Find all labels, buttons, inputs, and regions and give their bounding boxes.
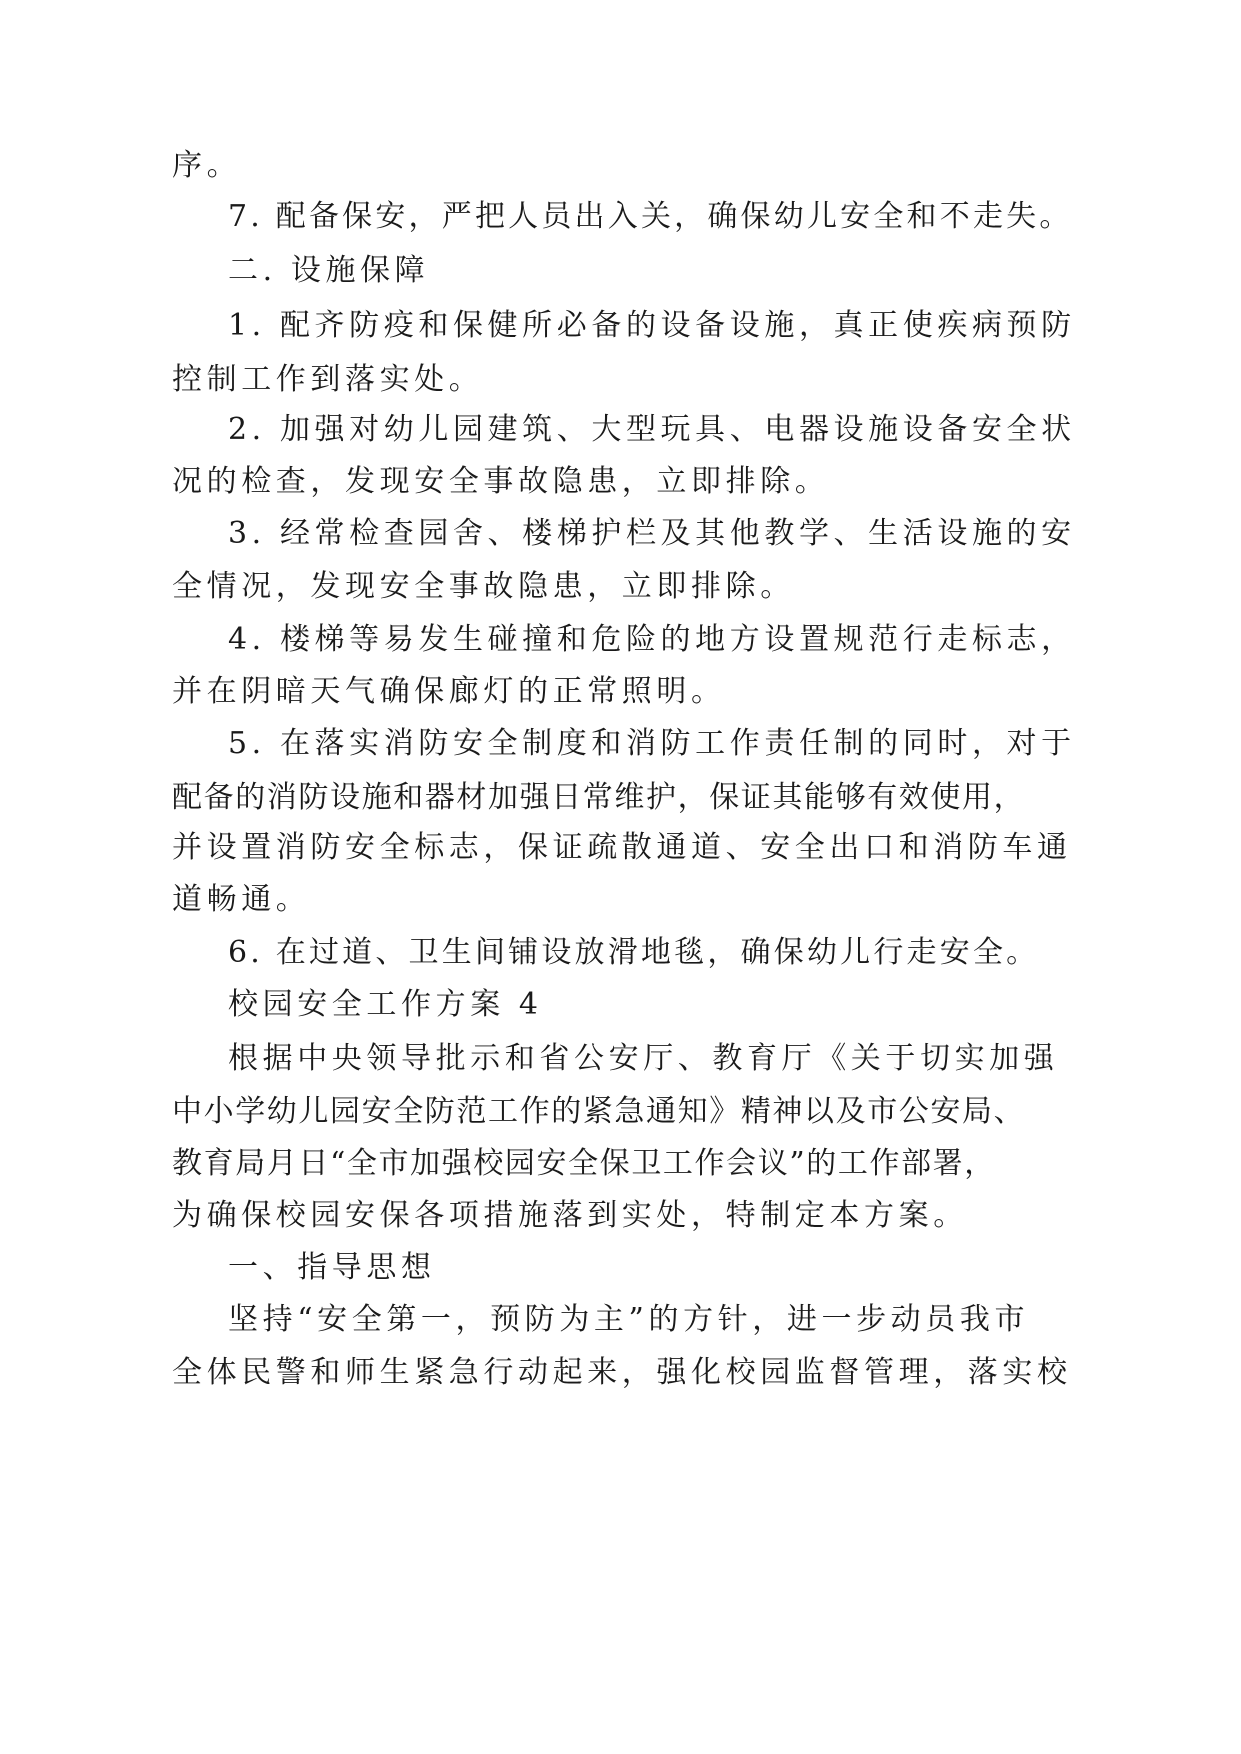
text-line: 道畅通。 <box>172 882 311 917</box>
text-line: 并设置消防安全标志，保证疏散通道、安全出口和消防车通 <box>172 830 1072 865</box>
text-line: 2. 加强对幼儿园建筑、大型玩具、电器设施设备安全状 <box>228 412 1076 447</box>
text-line: 3. 经常检查园舍、楼梯护栏及其他教学、生活设施的安 <box>228 516 1076 551</box>
section-title: 校园安全工作方案 4 <box>228 987 543 1022</box>
text-line: 二. 设施保障 <box>228 253 430 288</box>
text-line: 4. 楼梯等易发生碰撞和危险的地方设置规范行走标志， <box>228 622 1076 657</box>
text-line: 中小学幼儿园安全防范工作的紧急通知》精神以及市公安局、 <box>172 1094 1026 1129</box>
text-line: 控制工作到落实处。 <box>172 362 484 397</box>
text-line: 为确保校园安保各项措施落到实处，特制定本方案。 <box>172 1198 968 1233</box>
text-line: 全体民警和师生紧急行动起来，强化校园监督管理，落实校 <box>172 1355 1072 1390</box>
text-line: 1. 配齐防疫和保健所必备的设备设施，真正使疾病预防 <box>228 308 1076 343</box>
text-line: 序。 <box>172 148 242 183</box>
text-line: 根据中央领导批示和省公安厅、教育厅《关于切实加强 <box>228 1041 1059 1076</box>
text-line: 6. 在过道、卫生间铺设放滑地毯，确保幼儿行走安全。 <box>228 935 1040 970</box>
text-line: 况的检查，发现安全事故隐患，立即排除。 <box>172 464 830 499</box>
text-line: 配备的消防设施和器材加强日常维护，保证其能够有效使用， <box>172 780 1026 815</box>
text-line: 5. 在落实消防安全制度和消防工作责任制的同时，对于 <box>228 726 1076 761</box>
text-line: 7. 配备保安，严把人员出入关，确保幼儿安全和不走失。 <box>228 199 1073 234</box>
text-line: 坚持“安全第一，预防为主”的方针，进一步动员我市 <box>228 1302 1030 1337</box>
text-line: 并在阴暗天气确保廊灯的正常照明。 <box>172 674 726 709</box>
section-heading: 一、指导思想 <box>228 1250 436 1285</box>
text-line: 全情况，发现安全事故隐患，立即排除。 <box>172 569 795 604</box>
text-line: 教育局月日“全市加强校园安全保卫工作会议”的工作部署， <box>172 1146 996 1181</box>
